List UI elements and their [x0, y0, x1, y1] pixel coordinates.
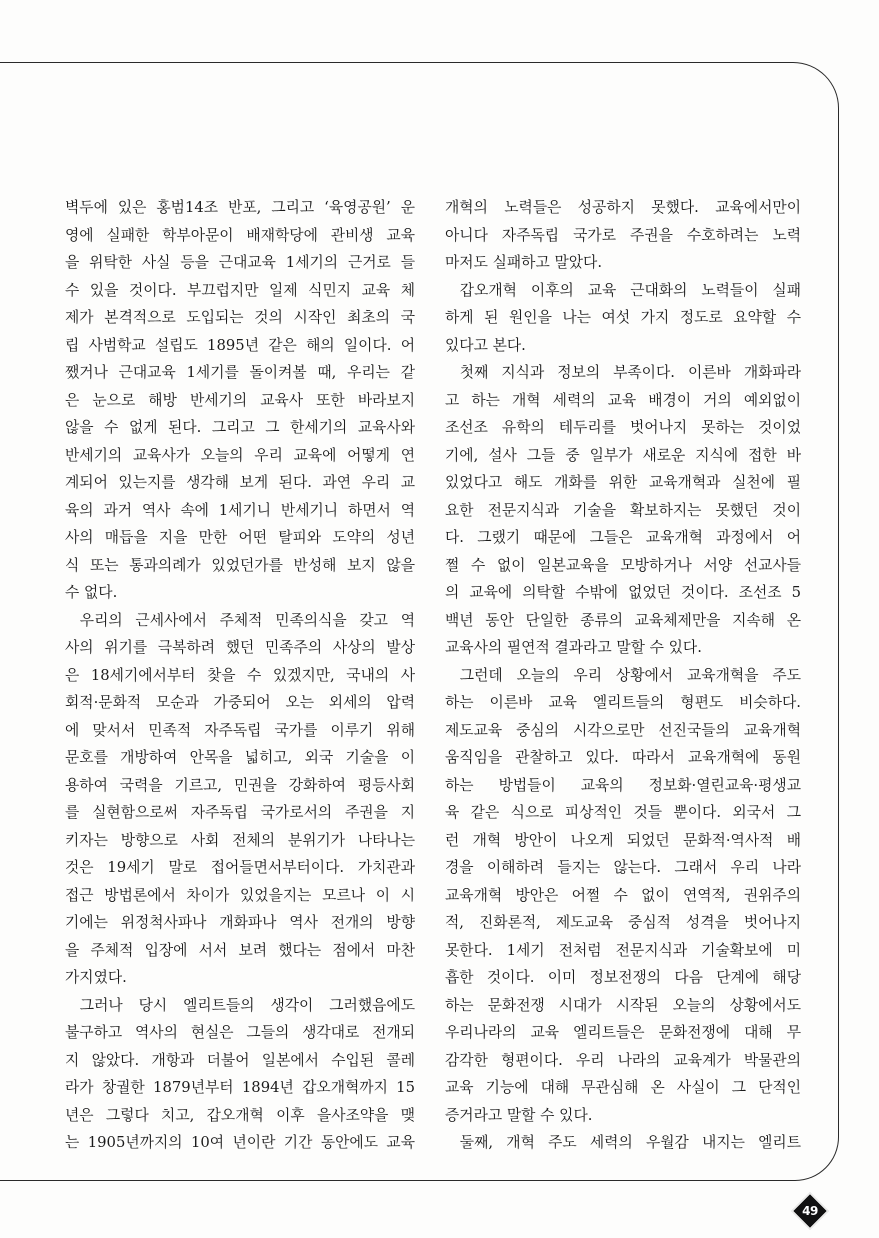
text-line: 하는 방법들이 교육의 정보화·열린교육·평생교 — [445, 776, 801, 794]
text-line: 조선조 유학의 테두리를 벗어나지 못하는 것이었 — [445, 419, 801, 436]
text-line: 계되어 있는지를 생각해 보게 된다. 과연 우리 교 — [65, 474, 415, 491]
page-number: 49 — [802, 1204, 818, 1218]
text-line: 그러나 당시 엘리트들의 생각이 그러했음에도 — [79, 996, 415, 1014]
paragraph — [445, 662, 801, 1130]
text-line: 하는 문화전쟁 시대가 시작된 오늘의 상황에서도 — [445, 996, 801, 1014]
text-line: 경을 이해하려 들지는 않는다. 그래서 우리 나라 — [445, 859, 801, 876]
text-line: 를 실현함으로써 자주독립 국가로서의 주권을 지 — [65, 804, 415, 821]
text-line: 지 않았다. 개항과 더불어 일본에서 수입된 콜레 — [65, 1051, 415, 1069]
text-line: 쨌거나 근대교육 1세기를 돌이켜볼 때, 우리는 같 — [65, 364, 415, 381]
text-line: 립 사범학교 설립도 1895년 같은 해의 일이다. 어 — [65, 336, 415, 354]
text-line: 고 하는 개혁 세력의 교육 배경이 거의 예외없이 — [445, 391, 801, 409]
paragraph — [65, 607, 415, 992]
text-line: 않을 수 없게 된다. 그리고 그 한세기의 교육사와 — [65, 419, 415, 436]
text-line: 런 개혁 방안이 나오게 되었던 문화적·역사적 배 — [445, 831, 801, 849]
text-line: 적, 진화론적, 제도교육 중심적 성격을 벗어나지 — [445, 914, 801, 931]
text-line: 교육사의 필연적 결과라고 말할 수 있다. — [445, 639, 702, 656]
text-line: 라가 창궐한 1879년부터 1894년 갑오개혁까지 15 — [65, 1079, 415, 1096]
page-number-badge — [791, 1192, 829, 1230]
text-line: 가지였다. — [65, 969, 127, 986]
text-line: 교육개혁 방안은 어쩔 수 없이 연역적, 권위주의 — [445, 886, 801, 904]
paragraph — [65, 992, 415, 1157]
text-line: 에 맞서서 민족적 자주독립 국가를 이루기 위해 — [65, 721, 415, 739]
text-line: 접근 방법론에서 차이가 있었을지는 모르나 이 시 — [65, 886, 415, 904]
paragraph — [445, 277, 801, 360]
text-line: 벽두에 있은 홍범14조 반포, 그리고 ‘육영공원’ 운 — [65, 199, 415, 216]
paragraph — [65, 194, 415, 607]
text-line: 요한 전문지식과 기술을 확보하지는 못했던 것이 — [445, 501, 801, 519]
text-line: 영에 실패한 학부아문이 배재학당에 관비생 교육 — [65, 226, 415, 244]
text-line: 다. 그랬기 때문에 그들은 교육개혁 과정에서 어 — [445, 529, 801, 546]
text-line: 문호를 개방하여 안목을 넓히고, 외국 기술을 이 — [65, 749, 415, 766]
text-line: 을 위탁한 사실 등을 근대교육 1세기의 근거로 들 — [65, 254, 415, 271]
text-line: 있다고 본다. — [445, 336, 526, 354]
text-line: 첫째 지식과 정보의 부족이다. 이른바 개화파라 — [459, 364, 801, 381]
text-line: 갑오개혁 이후의 교육 근대화의 노력들이 실패 — [459, 281, 801, 299]
text-line: 아니다 자주독립 국가로 주권을 수호하려는 노력 — [445, 226, 801, 244]
text-line: 육의 과거 역사 속에 1세기니 반세기니 하면서 역 — [65, 501, 415, 519]
text-line: 육 같은 식으로 피상적인 것들 뿐이다. 외국서 그 — [445, 804, 801, 821]
text-line: 흡한 것이다. 이미 정보전쟁의 다음 단계에 해당 — [445, 969, 801, 986]
text-line: 증거라고 말할 수 있다. — [445, 1106, 593, 1124]
text-line: 회적·문화적 모순과 가중되어 오는 외세의 압력 — [65, 694, 415, 711]
text-line: 제도교육 중심의 시각으로만 선진국들의 교육개혁 — [445, 721, 801, 739]
text-line: 우리의 근세사에서 주체적 민족의식을 갖고 역 — [79, 611, 415, 629]
text-line: 불구하고 역사의 현실은 그들의 생각대로 전개되 — [65, 1024, 415, 1041]
text-line: 키자는 방향으로 사회 전체의 분위기가 나타나는 — [65, 831, 415, 849]
text-line: 의 교육에 의탁할 수밖에 없었던 것이다. 조선조 5 — [445, 584, 801, 601]
text-line: 은 눈으로 해방 반세기의 교육사 또한 바라보지 — [65, 391, 415, 409]
paragraph — [445, 1129, 801, 1157]
text-line: 그런데 오늘의 우리 상황에서 교육개혁을 주도 — [459, 666, 801, 684]
text-line: 움직임을 관찰하고 있다. 따라서 교육개혁에 동원 — [445, 749, 801, 766]
text-line: 하게 된 원인을 나는 여섯 가지 정도로 요약할 수 — [445, 309, 801, 326]
text-line: 는 1905년까지의 10여 년이란 기간 동안에도 교육 — [65, 1134, 415, 1151]
text-line: 수 있을 것이다. 부끄럽지만 일제 식민지 교육 체 — [65, 281, 415, 299]
text-line: 년은 그렇다 치고, 갑오개혁 이후 을사조약을 맺 — [65, 1106, 415, 1124]
text-line: 마저도 실패하고 말았다. — [445, 254, 603, 271]
text-line: 수 없다. — [65, 584, 118, 601]
text-line: 쩔 수 없이 일본교육을 모방하거나 서양 선교사들 — [445, 556, 801, 574]
text-line: 기에, 설사 그들 중 일부가 새로운 지식에 접한 바 — [445, 446, 801, 464]
text-line: 둘째, 개혁 주도 세력의 우월감 내지는 엘리트 — [459, 1134, 801, 1151]
text-line: 개혁의 노력들은 성공하지 못했다. 교육에서만이 — [445, 199, 801, 216]
text-line: 교육 기능에 대해 무관심해 온 사실이 그 단적인 — [445, 1079, 801, 1096]
text-line: 백년 동안 단일한 종류의 교육체제만을 지속해 온 — [445, 611, 801, 629]
text-line: 제가 본격적으로 도입되는 것의 시작인 최초의 국 — [65, 309, 415, 326]
paragraph — [445, 359, 801, 662]
text-line: 우리나라의 교육 엘리트들은 문화전쟁에 대해 무 — [445, 1024, 801, 1041]
text-line: 것은 19세기 말로 접어들면서부터이다. 가치관과 — [65, 859, 415, 876]
text-line: 사의 매듭을 지을 만한 어떤 탈피와 도약의 성년 — [65, 529, 415, 546]
text-line: 사의 위기를 극복하려 했던 민족주의 사상의 발상 — [65, 639, 415, 656]
text-line: 을 주체적 입장에 서서 보려 했다는 점에서 마찬 — [65, 941, 415, 959]
text-line: 은 18세기에서부터 찾을 수 있겠지만, 국내의 사 — [65, 666, 415, 684]
text-line: 감각한 형편이다. 우리 나라의 교육계가 박물관의 — [445, 1051, 801, 1069]
text-line: 있었다고 해도 개화를 위한 교육개혁과 실천에 필 — [445, 474, 801, 491]
text-column-right — [445, 194, 801, 1157]
paragraph — [445, 194, 801, 277]
text-line: 못한다. 1세기 전처럼 전문지식과 기술확보에 미 — [445, 941, 801, 959]
text-line: 용하여 국력을 기르고, 민권을 강화하여 평등사회 — [65, 776, 415, 794]
text-column-left — [65, 194, 415, 1157]
text-line: 반세기의 교육사가 오늘의 우리 교육에 어떻게 연 — [65, 446, 415, 464]
text-line: 하는 이른바 교육 엘리트들의 형편도 비슷하다. — [445, 694, 801, 711]
text-line: 식 또는 통과의례가 있었던가를 반성해 보지 않을 — [65, 556, 415, 574]
text-line: 기에는 위정척사파나 개화파나 역사 전개의 방향 — [65, 914, 415, 931]
